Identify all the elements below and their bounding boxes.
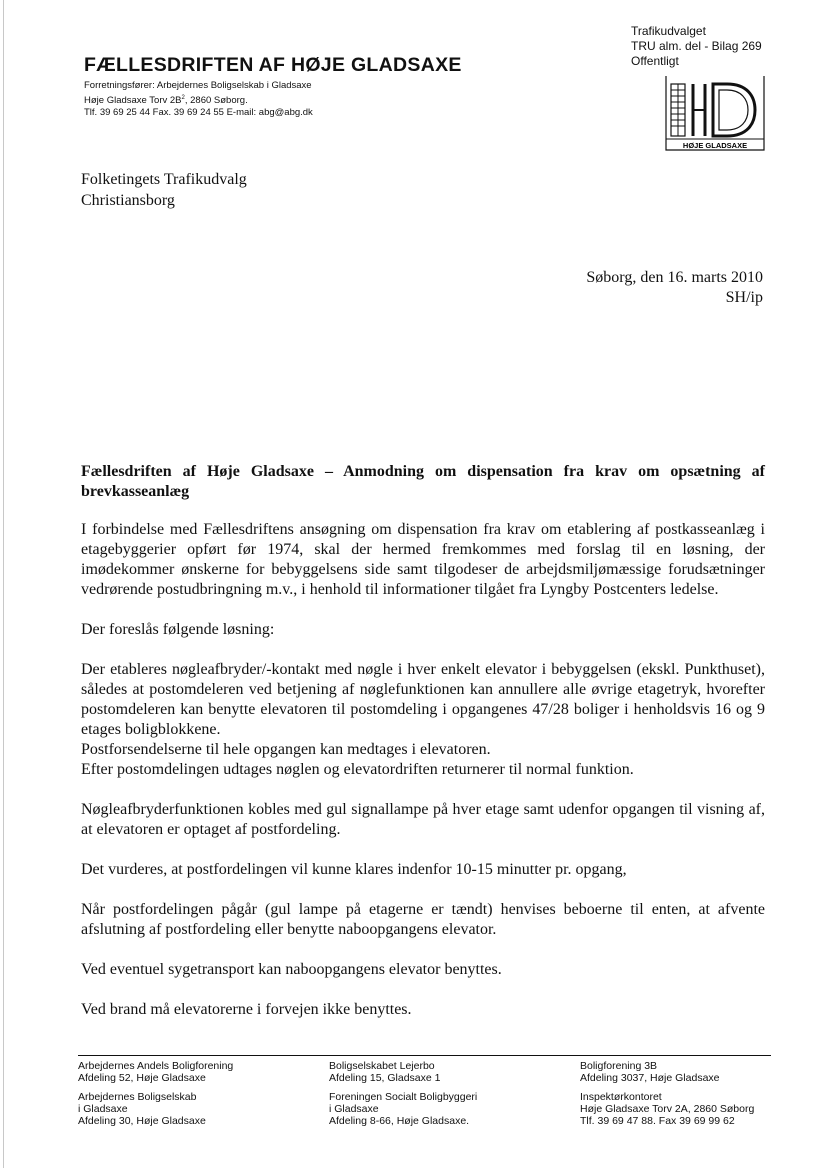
- org-title: FÆLLESDRIFTEN AF HØJE GLADSAXE: [84, 54, 462, 76]
- letter-subject: Fællesdriften af Høje Gladsaxe – Anmodning om dispensation fra krav om opsætning af brevkasseanlæg: [81, 463, 765, 500]
- org-logo: [663, 70, 767, 154]
- paragraph-duration: Det vurderes, at postfordelingen vil kunne klares indenfor 10-15 minutter pr. opgang,: [81, 861, 627, 878]
- footer-org: Arbejdernes Andels Boligforening: [78, 1060, 234, 1072]
- footer-org-sub: i Gladsaxe: [329, 1103, 379, 1115]
- paragraph-proposal-heading: Der foreslås følgende løsning:: [81, 621, 275, 638]
- letter-body: [81, 462, 765, 1020]
- org-contact: Tlf. 39 69 25 44 Fax. 39 69 24 55 E-mail: abg@abg.dk: [84, 107, 313, 119]
- footer-column-3: [580, 1060, 754, 1134]
- stamp-reference: TRU alm. del - Bilag 269: [631, 39, 762, 53]
- org-manager: Forretningsfører: Arbejdernes Boligselskab i Gladsaxe: [84, 80, 312, 91]
- org-details: [84, 80, 313, 119]
- paragraph-proposal-mail: Postforsendelserne til hele opgangen kan medtages i elevatoren.: [81, 741, 491, 758]
- footer-address: Høje Gladsaxe Torv 2A, 2860 Søborg: [580, 1103, 755, 1115]
- footer-org: Boligselskabet Lejerbo: [329, 1060, 435, 1072]
- recipient-line-2: Christiansborg: [81, 192, 175, 209]
- footer-divider: [78, 1055, 771, 1056]
- logo-label: HØJE GLADSAXE: [682, 141, 748, 150]
- footer-org-sub: i Gladsaxe: [78, 1103, 128, 1115]
- footer-org: Boligforening 3B: [580, 1060, 658, 1072]
- footer-dept: Afdeling 30, Høje Gladsaxe: [78, 1115, 206, 1127]
- footer-org: Inspektørkontoret: [580, 1091, 662, 1103]
- footer-contact: Tlf. 39 69 47 88. Fax 39 69 99 62: [580, 1115, 735, 1127]
- paragraph-fire: Ved brand må elevatorerne i forvejen ikke benyttes.: [81, 1001, 412, 1018]
- hd-logo-icon: [663, 70, 767, 154]
- recipient-line-1: Folketingets Trafikudvalg: [81, 171, 247, 188]
- footer-column-1: [78, 1060, 233, 1134]
- document-stamp: [631, 24, 762, 69]
- footer-dept: Afdeling 52, Høje Gladsaxe: [78, 1072, 206, 1084]
- footer-dept: Afdeling 3037, Høje Gladsaxe: [580, 1072, 720, 1084]
- footer-dept: Afdeling 8-66, Høje Gladsaxe.: [329, 1115, 470, 1127]
- recipient-address: [81, 169, 247, 211]
- org-address: [84, 92, 313, 107]
- letter-reference: SH/ip: [725, 289, 763, 306]
- paragraph-residents: Når postfordelingen pågår (gul lampe på etagerne er tændt) henvises beboerne til enten, at afvente afslutning af postfordeling eller benytte naboopgangens elevator.: [81, 901, 765, 938]
- footer-org: Foreningen Socialt Boligbyggeri: [329, 1091, 478, 1103]
- stamp-committee: Trafikudvalget: [631, 24, 706, 38]
- stamp-status: Offentligt: [631, 54, 679, 68]
- org-address-street: Høje Gladsaxe Torv 2B: [84, 95, 182, 107]
- footer-org: Arbejdernes Boligselskab: [78, 1091, 197, 1103]
- footer-dept: Afdeling 15, Gladsaxe 1: [329, 1072, 441, 1084]
- paragraph-proposal-return: Efter postomdelingen udtages nøglen og elevatordriften returnerer til normal funktion.: [81, 761, 634, 778]
- scan-edge: [3, 0, 4, 1168]
- org-address-city: , 2860 Søborg.: [184, 95, 248, 107]
- paragraph-ambulance: Ved eventuel sygetransport kan naboopgangens elevator benyttes.: [81, 961, 502, 978]
- letter-date: Søborg, den 16. marts 2010: [586, 269, 763, 286]
- paragraph-signal-lamp: Nøgleafbryderfunktionen kobles med gul signallampe på hver etage samt udenfor opgangen til visning af, at elevatoren er optaget af postfordeling.: [81, 801, 765, 838]
- paragraph-intro: I forbindelse med Fællesdriftens ansøgning om dispensation fra krav om etablering af postkasseanlæg i etagebyggerier opført før 1974, skal der hermed fremkommes med forslag til en løsning, der imødekommer ønskerne for bebyggelsens side samt tilgodeser de arbejdsmiljømæssige forudsætninger vedrørende postudbringning m.v., i henhold til informationer tilgået fra Lyngby Postcenters ledelse.: [81, 521, 765, 598]
- org-address-sup: 2: [181, 95, 185, 101]
- date-block: [586, 268, 763, 308]
- footer-column-2: [329, 1060, 477, 1134]
- paragraph-proposal: Der etableres nøgleafbryder/-kontakt med nøgle i hver enkelt elevator i bebyggelsen (ekskl. Punkthuset), således at postomdeleren ved betjening af nøglefunktionen kan annullere alle øvrige etagetryk, hvorefter postomdeleren kan benytte elevatoren til postomdeling i opgangenes 47/28 boliger i henholdsvis 16 og 9 etages boligblokkene.: [81, 661, 765, 738]
